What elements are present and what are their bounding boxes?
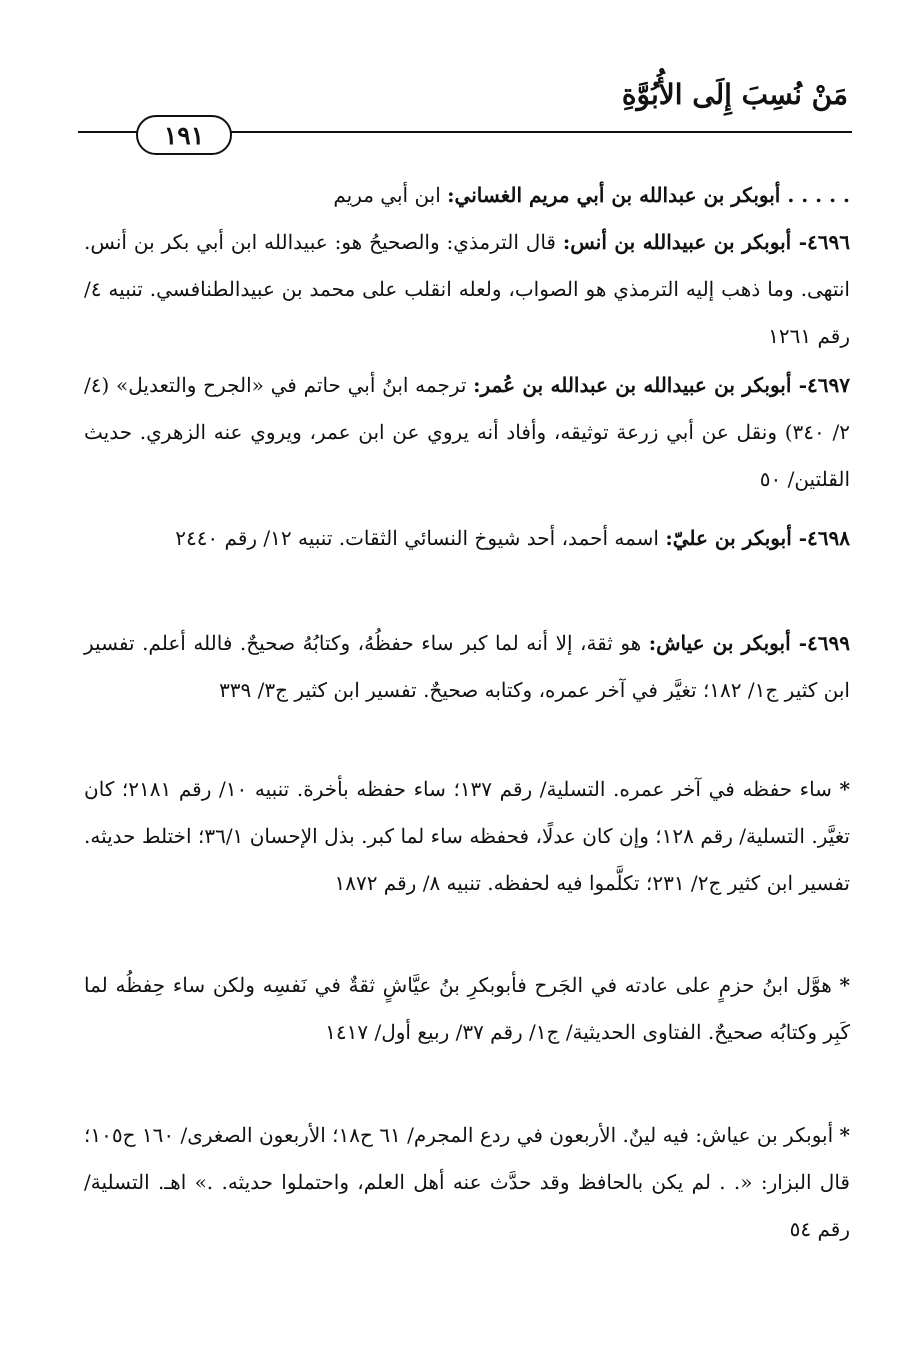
note-2 [84, 962, 850, 1056]
entry-4697 [84, 362, 850, 503]
entry-heading: ٤٦٩٨- أبوبكر بن عليّ: [665, 526, 850, 550]
entry-4699 [84, 620, 850, 714]
entry-text: ابن أبي مريم [333, 183, 448, 207]
note-1 [84, 766, 850, 907]
entry-text: قال الترمذي: والصحيحُ هو: عبيدالله ابن أبي بكر بن أنس. انتهى. وما ذهب إليه الترمذي هو الصواب، ولعله انقلب على محمد بن عبيدالطنافسي. تنبيه ٤/ رقم ١٢٦١ [84, 230, 850, 348]
note-text: أبوبكر بن عياش: فيه لينٌ. الأربعون في ردع المجرم/ ٦١ ح١٨؛ الأربعون الصغرى/ ١٦٠ ح١٠٥؛ قال البزار: «. . لم يكن بالحافظ وقد حدَّث عنه أهل العلم، واحتملوا حديثه. .» اهـ. التسلية/ رقم ٥٤ [84, 1123, 850, 1241]
entry-heading: ٤٦٩٩- أبوبكر بن عياش: [648, 631, 850, 655]
note-text: ساء حفظه في آخر عمره. التسلية/ رقم ١٣٧؛ ساء حفظه بأخرة. تنبيه ١٠/ رقم ٢١٨١؛ كان تغيَّر. التسلية/ رقم ١٢٨؛ وإن كان عدلًا، فحفظه ساء لما كبر. بذل الإحسان ٣٦/١؛ اختلط حديثه. تفسير ابن كثير ج٢/ ٢٣١؛ تكلَّموا فيه لحفظه. تنبيه ٨/ رقم ١٨٧٢ [84, 777, 850, 895]
entry-text: ترجمه ابنُ أبي حاتم في «الجرح والتعديل» (٤/ ٢/ ٣٤٠) ونقل عن أبي زرعة توثيقه، وأفاد أنه يروي عن ابن عمر، ويروي عنه الزهري. حديث القلتين/ ٥٠ [84, 373, 850, 491]
note-asterisk: * [839, 777, 850, 801]
entry-heading: . . . . . أبوبكر بن عبدالله بن أبي مريم الغساني: [447, 183, 850, 207]
entry-4696 [84, 219, 850, 360]
entry-heading: ٤٦٩٧- أبوبكر بن عبيدالله بن عبدالله بن عُمر: [473, 373, 850, 397]
entry-0 [84, 172, 850, 219]
running-head-title: مَنْ نُسِبَ إِلَى الأُبُوَّةِ [621, 78, 848, 111]
entry-heading: ٤٦٩٦- أبوبكر بن عبيدالله بن أنس: [562, 230, 850, 254]
entry-text: اسمه أحمد، أحد شيوخ النسائي الثقات. تنبيه ١٢/ رقم ٢٤٤٠ [175, 526, 666, 550]
note-3 [84, 1112, 850, 1253]
note-asterisk: * [839, 973, 850, 997]
note-asterisk: * [839, 1123, 850, 1147]
page-number-badge: ١٩١ [136, 115, 232, 155]
entry-4698 [84, 515, 850, 562]
note-text: هوَّل ابنُ حزمٍ على عادته في الجَرح فأبوبكرِ بنُ عيَّاشٍ ثقةٌ في نَفسِه ولكن ساء حِفظُه لما كَبِر وكتابُه صحيحٌ. الفتاوى الحديثية/ ج١/ رقم ٣٧/ ربيع أول/ ١٤١٧ [84, 973, 850, 1044]
entry-text: هو ثقة، إلا أنه لما كبر ساء حفظُهُ، وكتابُهُ صحيحٌ. فالله أعلم. تفسير ابن كثير ج١/ ١٨٢؛ تغيَّر في آخر عمره، وكتابه صحيحٌ. تفسير ابن كثير ج٣/ ٣٣٩ [84, 631, 850, 702]
